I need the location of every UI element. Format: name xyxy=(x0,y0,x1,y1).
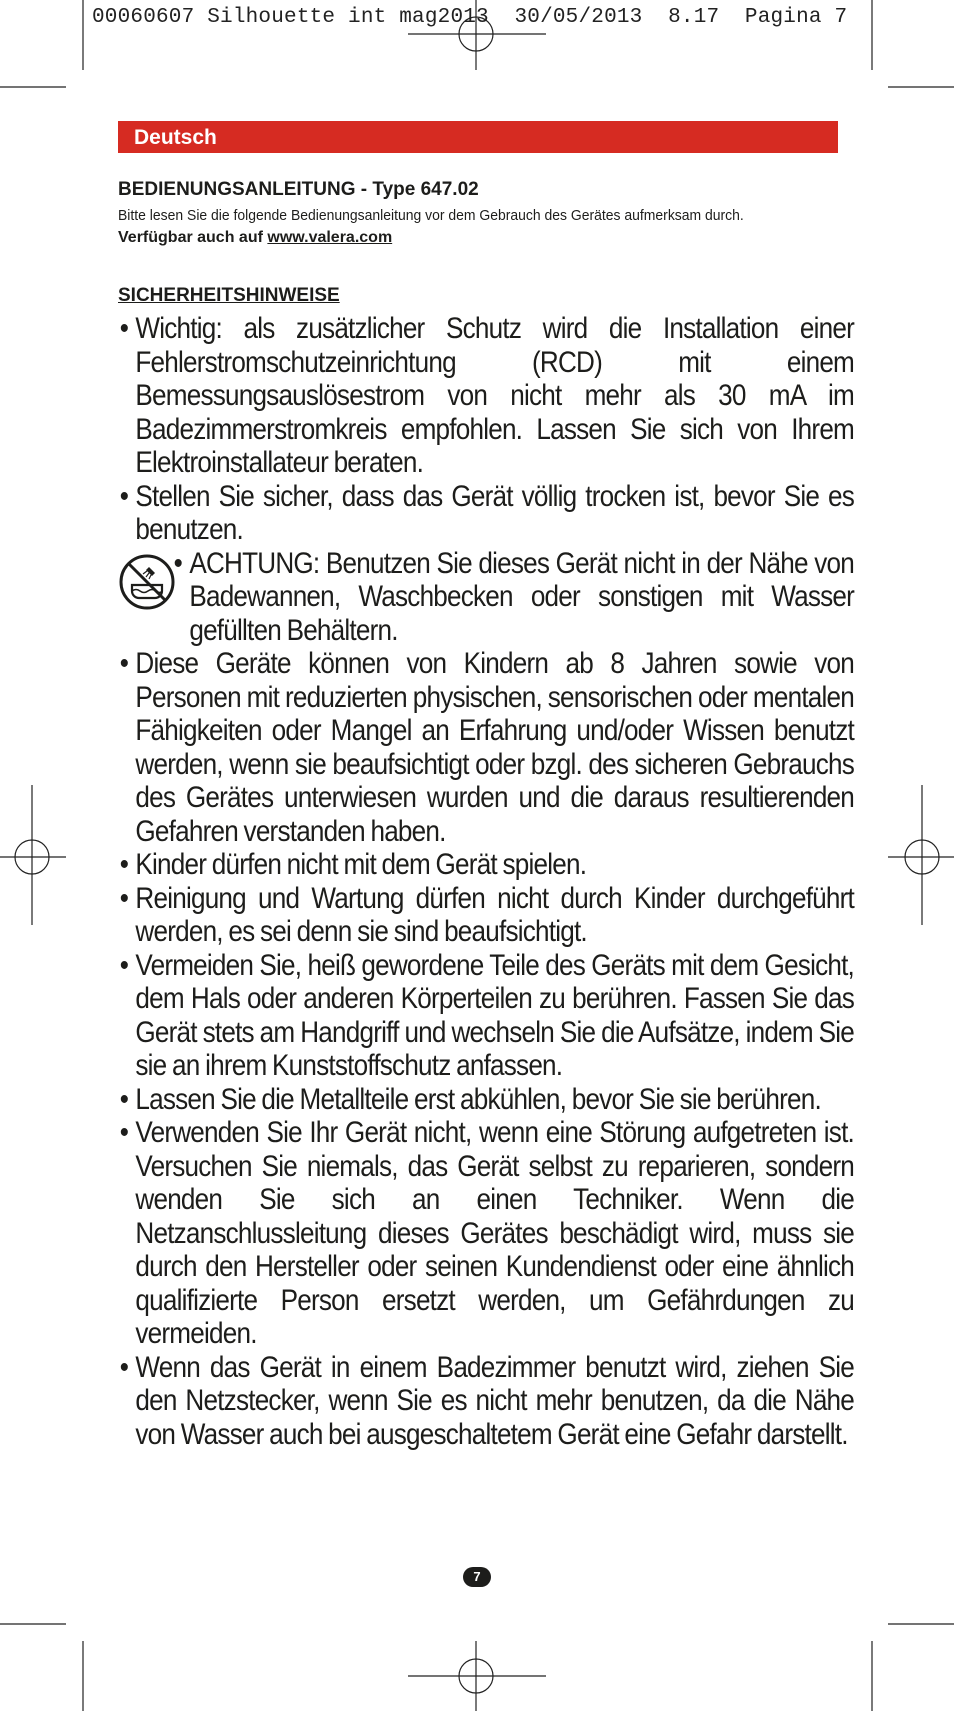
page-number: 7 xyxy=(463,1567,491,1587)
safety-list xyxy=(118,312,855,1451)
header-block xyxy=(118,179,848,247)
list-item: • Vermeiden Sie, heiß gewordene Teile des Geräts mit dem Gesicht, dem Hals oder anderen Körperteilen zu berühren. Fassen Sie das Gerät stets am Handgriff und wechseln Sie die Aufsätze, indem Sie sie an ihrem Kunststoffschutz anfassen. xyxy=(118,949,854,1083)
list-item: • Diese Geräte können von Kindern ab 8 Jahren sowie von Personen mit reduzierten physischen, sensorischen oder mentalen Fähigkeiten oder Mangel an Erfahrung und/oder Wissen benutzt werden, wenn sie beaufsichtigt oder bzgl. des sicheren Gebrauchs des Gerätes unterwiesen wurden und die daraus resultierenden Gefahren verstanden haben. xyxy=(118,647,854,848)
language-label: Deutsch xyxy=(134,126,217,149)
list-item: • Wenn das Gerät in einem Badezimmer benutzt wird, ziehen Sie den Netzstecker, wenn Sie es nicht mehr benutzen, da die Nähe von Wasser auch bei ausgeschaltetem Gerät eine Gefahr darstellt. xyxy=(118,1351,854,1452)
list-item-warning: • ACHTUNG: Benutzen Sie dieses Gerät nicht in der Nähe von Badewannen, Waschbecken oder sonstigen mit Wasser gefüllten Behältern. xyxy=(118,547,854,648)
language-bar xyxy=(118,121,838,153)
list-item: • Kinder dürfen nicht mit dem Gerät spielen. xyxy=(118,848,854,882)
list-item: • Lassen Sie die Metallteile erst abkühlen, bevor Sie sie berühren. xyxy=(118,1083,854,1117)
section-title: SICHERHEITSHINWEISE xyxy=(118,285,340,306)
list-item: • Verwenden Sie Ihr Gerät nicht, wenn eine Störung aufgetreten ist. Versuchen Sie niemals, das Gerät selbst zu reparieren, sondern wenden Sie sich an einen Techniker. Wenn die Netzanschlussleitung dieses Gerätes beschädigt wird, muss sie durch den Hersteller oder seinen Kundendienst oder eine ähnlich qualifizierte Person ersetzt werden, um Gefährdungen zu vermeiden. xyxy=(118,1116,854,1351)
print-slug: 00060607 Silhouette int mag2013 30/05/2013 8.17 Pagina 7 xyxy=(92,6,848,29)
manual-title: BEDIENUNGSANLEITUNG - Type 647.02 xyxy=(118,179,479,200)
list-item: • Stellen Sie sicher, dass das Gerät völlig trocken ist, bevor Sie es benutzen. xyxy=(118,480,854,547)
list-item: • Reinigung und Wartung dürfen nicht durch Kinder durchgeführt werden, es sei denn sie sind beaufsichtigt. xyxy=(118,882,854,949)
availability-label: Verfügbar auch auf xyxy=(118,229,268,246)
list-item: • Wichtig: als zusätzlicher Schutz wird die Installation einer Fehlerstromschutzeinrichtung (RCD) mit einem Bemessungsauslösestrom von nicht mehr als 30 mA im Badezimmerstromkreis empfohlen. Lassen Sie sich von Ihrem Elektroinstallateur beraten. xyxy=(118,312,854,480)
availability-line xyxy=(118,229,848,247)
intro-text: Bitte lesen Sie die folgende Bedienungsanleitung vor dem Gebrauch des Gerätes aufmerksam durch. xyxy=(118,207,744,224)
website-link[interactable]: www.valera.com xyxy=(267,229,393,246)
warning-item-wrapper xyxy=(118,546,855,648)
